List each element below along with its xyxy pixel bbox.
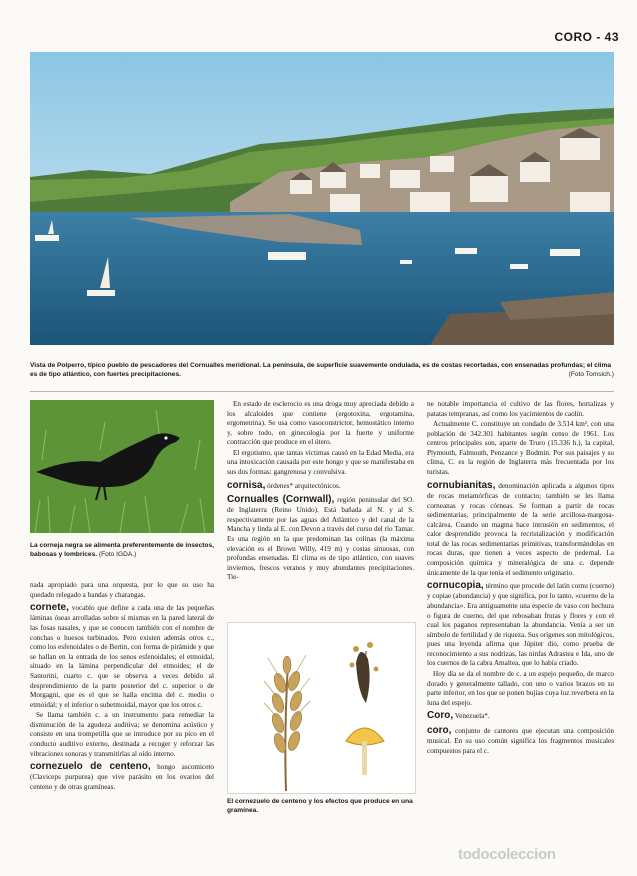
bird-credit: (Foto IGDA.)	[98, 550, 137, 558]
column-2	[227, 400, 414, 584]
entry-cornisa	[227, 479, 414, 492]
entry-head-cornete: cornete,	[30, 602, 69, 614]
running-head: CORO - 43	[554, 30, 619, 44]
col3-p3: Hoy día se da el nombre de c. a un espejo pequeño, de marco dorado y generalmente tallado, con uno o varios brazos en su parte inferior, en los que se ponen bujías cuya luz reverbera en la luna del espejo.	[427, 670, 614, 707]
crow-photo	[30, 400, 214, 533]
entry-cornualles	[227, 493, 414, 583]
polperro-harbor-photo	[30, 52, 614, 345]
watermark: todocoleccion	[458, 846, 556, 863]
entry-cornubianitas	[427, 479, 614, 579]
entry-text-coro: conjunto de cantores que ejecutan una composición musical. En su uso común significa los fragmentos musicales compuestos para el c.	[427, 726, 615, 755]
section-divider	[30, 391, 614, 392]
ergot-drawing	[228, 623, 415, 793]
col3-p1: ne notable importancia el cultivo de las flores, hortalizas y patatas tempranas, así como los yacimientos de caolín.	[427, 400, 614, 418]
entry-text-cornualles: región peninsular del SO. de Inglaterra (Reino Unido). Está bañada al N. y al S. respectivamente por las aguas del Atlántico y del canal de la Mancha y linda al E. con Devon a través del curso del río Tamar. Es una región en la que predominan las colinas (la máxima elevación es el Brown Willy, 419 m) y costas sinuosas, con profundas ensenadas. El clima es de tipo atlántico, con suaves inviernos, frescos veranos y muy abundantes precipitaciones. Tie-	[227, 495, 414, 582]
entry-head-cornualles: Cornualles (Cornwall),	[227, 493, 335, 505]
entry-coro-place	[427, 709, 614, 722]
column-3	[427, 400, 614, 757]
entry-head-cornisa: cornisa,	[227, 479, 266, 491]
bird-caption-text: La corneja negra se alimenta preferentemente de insectos, babosas y lombrices.	[30, 542, 214, 558]
col2-p1: En estado de esclerocio es una droga muy apreciada debido a los alcaloides que contiene (ergotoxina, ergotamina, ergometrina). Se usa como vasoconstrictor, hemostático interno y, sobre todo, en ginecología por la fuerte y uniforme contracción que produce en el útero.	[227, 400, 414, 447]
entry-text-cornete-2: Se llama también c. a un instrumento para remediar la disminución de la agudeza auditiva; se denomina acústico y consiste en una trompetilla que se introduce por su pico en el conducto auditivo externo, destinada a recoger y reforzar las vibraciones sonoras y transmitirlas al oído interno.	[30, 711, 214, 758]
entry-text-cornisa: órdenes* arquitectónicos.	[267, 481, 341, 490]
crow-illustration	[30, 400, 214, 533]
entry-head-cornezuelo: cornezuelo de centeno,	[30, 761, 151, 773]
entry-cornete	[30, 601, 214, 710]
column-1	[30, 581, 214, 794]
ergot-illustration	[227, 622, 416, 794]
bird-caption	[30, 542, 214, 560]
entry-head-coro-place: Coro,	[427, 710, 454, 722]
entry-coro	[427, 724, 614, 756]
photo-credit: (Foto Tomsich.)	[568, 370, 614, 378]
col2-p2: El ergotismo, que tantas víctimas causó en la Edad Media, era una intoxicación causada por este hongo y que se manifestaba en sus dos formas: gangrenosa y convulsiva.	[227, 448, 414, 477]
entry-text-cornubianitas: denominación aplicada a algunos tipos de rocas metamórficas de contacto; también se les llama corneanas y rocas córneas. Se forman a partir de rocas sedimentarias, principalmente de la serie arcillosa-margosa-calcárea. Cuando un magma hace intrusión en sedimentos, el calor desprendido provoca la recristalización y modificación total de las rocas sedimentarias primitivas, transformándolas en rocas duras, que tienen a veces aspecto de pedernal. La composición química y mineralógica de una c. depende únicamente de la que tenía el sedimento originario.	[427, 481, 614, 577]
photo-caption	[30, 362, 614, 380]
entry-text-coro-place: Venezuela*.	[454, 712, 490, 721]
entry-head-cornubianitas: cornubianitas,	[427, 479, 496, 491]
harbor-illustration	[30, 52, 614, 345]
ergot-caption	[227, 798, 417, 816]
col3-p2: Actualmente C. constituye un condado de 3.514 km², con una población de 342.301 habitantes según censo de 1961. Los centros principales son, aparte de Truro (15.336 h.), la capital, Plymouth, Falmouth, Penzance y Bodmin. Por sus paisajes y su clima, C. es la región de Inglaterra más frecuentada por los turistas.	[427, 420, 614, 477]
entry-cornezuelo	[30, 760, 214, 792]
entry-head-cornucopia: cornucopia,	[427, 580, 484, 592]
entry-text-cornete: vocablo que define a cada una de las pequeñas láminas óseas arrolladas sobre sí mismas en la pared lateral de las fosas nasales, y que se conocen también con el nombre de conchas o huesos turbinados. Pero existen además otros c., como los esfenoidales o de Bertin, con forma de pirámide y que se hallan en la entrada de los senos esfenoidales; el etmoidal, situado en la lámina perpendicular del etmoides; el de Santorini, cuarto c. que se observa a veces debido al desprendimiento de la parte posterior del c. superior o de Morgagni, que es el que se halla encima del c. medio o etmoidal; y el inferior o subetmoidal, mayor que los otros c.	[30, 604, 215, 709]
entry-head-coro: coro,	[427, 724, 452, 736]
col1-intro: nada apropiado para una orquesta, por lo que su uso ha quedado relegado a bandas y charangas.	[30, 581, 214, 599]
ergot-caption-text: El cornezuelo de centeno y los efectos que produce en una gramínea.	[227, 798, 413, 814]
entry-text-cornezuelo: hongo ascomiceto (Claviceps purpurea) que vive parásito en los ovarios del centeno y de otras gramíneas.	[30, 763, 214, 791]
photo-caption-text: Vista de Polperro, típico pueblo de pescadores del Cornualles meridional. La península, de superficie suavemente ondulada, es de costas recortadas, con ensenadas profundas; el clima es de tipo atlántico, con fuertes precipitaciones.	[30, 362, 612, 378]
entry-text-cornucopia: término que procede del latín cornu (cuerno) y copiae (abundancia) y que significa, por lo tanto, «cuerno de la abundancia». Era antiguamente una especie de vaso con hechura o figura de cuerno, del que rebosaban frutas y flores y con el cual los paganos representaban la abundancia. Venía a ser un símbolo de fertilidad y de riqueza. Sus orígenes son mitológicos, pues una leyenda afirma que Júpiter dio, como prueba de reconocimiento a sus nodrizas, las ninfas Adrastea e Ida, uno de los cuernos de la cabra Amaltea, que lo había criado.	[427, 582, 615, 668]
entry-cornucopia	[427, 579, 614, 669]
